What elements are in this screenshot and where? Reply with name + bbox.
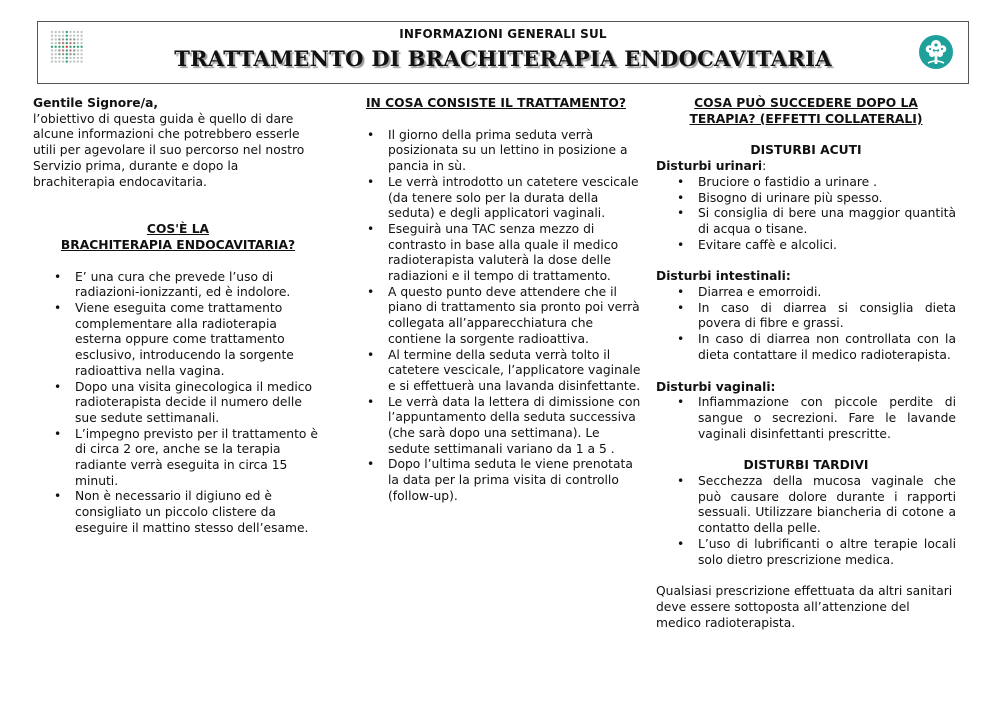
closing-note: Qualsiasi prescrizione effettuata da altri sanitari deve essere sottoposta all’attenzione del medico radioterapista. [656,584,953,630]
list-item: • Le verrà introdotto un catetere vescicale (da tenere solo per la durata della seduta) e degli applicatori vaginali. [388,175,642,222]
list-item: • Bisogno di urinare più spesso. [698,191,956,207]
list-item: • Le verrà data la lettera di dimissione con l’appuntamento della seduta successiva (che sarà dopo una settimana). Le sedute settimanali variano da 1 a 5 . [388,395,642,458]
intestinal-disorders-title: Disturbi intestinali: [656,269,791,284]
header-title: TRATTAMENTO DI BRACHITERAPIA ENDOCAVITARIA [174,46,832,71]
intro-paragraph: l’obiettivo di questa guida è quello di dare alcune informazioni che potrebbero esserle utili per agevolare il suo percorso nel nostro Servizio prima, durante e dopo la brachiterapia endocavitaria. [33,111,305,189]
list-item: • L’uso di lubrificanti o altre terapie locali solo dietro prescrizione medica. [698,537,956,568]
late-list [698,474,956,568]
section-heading-side-effects-line2: TERAPIA? (EFFETTI COLLATERALI) [689,111,923,126]
list-item: • Al termine della seduta verrà tolto il catetere vescicale, l’applicatore vaginale e si effettuerà una lavanda disinfettante. [388,348,642,395]
what-is-list [75,270,323,537]
column-side-effects [656,96,956,631]
list-item: • Viene eseguita come trattamento complementare alla radioterapia esterna oppure come trattamento esclusivo, introducendo la sorgente radioattiva nella vagina. [75,301,323,380]
urinary-title-text: Disturbi urinari [656,159,763,174]
acute-disorders-heading: DISTURBI ACUTI [750,143,862,158]
list-item: • Evitare caffè e alcolici. [698,238,956,254]
list-item: • Diarrea e emorroidi. [698,285,956,301]
list-item: • A questo punto deve attendere che il piano di trattamento sia pronto poi verrà collegata all’apparecchiatura che contiene la sorgente radioattiva. [388,285,642,348]
late-disorders-heading: DISTURBI TARDIVI [743,458,869,473]
tree-emblem-icon [918,34,954,70]
section-heading-what-is-line2: BRACHITERAPIA ENDOCAVITARIA? [60,237,296,252]
list-item: • Dopo l’ultima seduta le viene prenotata la data per la prima visita di controllo (follow-up). [388,457,642,504]
treatment-list [388,128,642,505]
list-item: • Infiammazione con piccole perdite di sangue o secrezioni. Fare le lavande vaginali disinfettanti prescritte. [698,395,956,442]
list-item: • In caso di diarrea non controllata con la dieta contattare il medico radioterapista. [698,332,956,363]
vaginal-disorders-title: Disturbi vaginali: [656,379,776,394]
section-heading-what-is: COS'È LA [146,222,210,237]
list-item: • Non è necessario il digiuno ed è consigliato un piccolo clistere da eseguire il mattino stesso dell’esame. [75,489,323,536]
urinary-disorders-title [656,159,956,175]
intestinal-list [698,285,956,364]
section-heading-treatment: IN COSA CONSISTE IL TRATTAMENTO? [365,96,627,110]
list-item: • Il giorno della prima seduta verrà posizionata su un lettino in posizione a pancia in sù. [388,128,642,175]
list-item: • Bruciore o fastidio a urinare . [698,175,956,191]
header-subtitle: INFORMAZIONI GENERALI SUL [399,27,607,41]
document-header [37,21,969,84]
list-item: • In caso di diarrea si consiglia dieta povera di fibre e grassi. [698,301,956,332]
list-item: • Si consiglia di bere una maggior quantità di acqua o tisane. [698,206,956,237]
urinary-title-colon: : [762,159,767,174]
section-heading-side-effects: COSA PUÒ SUCCEDERE DOPO LA [694,96,918,110]
urinary-list [698,175,956,254]
list-item: • Eseguirà una TAC senza mezzo di contrasto in base alla quale il medico radioterapista valuterà la dose delle radiazioni e il tempo di trattamento. [388,222,642,285]
column-intro [33,96,323,537]
list-item: • Dopo una visita ginecologica il medico radioterapista decide il numero delle sue sedute settimanali. [75,380,323,427]
list-item: • L’impegno previsto per il trattamento è di circa 2 ore, anche se la terapia radiante verrà eseguita in circa 15 minuti. [75,427,323,490]
list-item: • Secchezza della mucosa vaginale che può causare dolore durante i rapporti sessuali. Utilizzare biancheria di cotone a contatto della pelle. [698,474,956,537]
list-item: • E’ una cura che prevede l’uso di radiazioni-ionizzanti, ed è indolore. [75,270,323,301]
vaginal-list [698,395,956,442]
greeting: Gentile Signore/a, [33,96,159,110]
column-treatment [350,96,642,505]
